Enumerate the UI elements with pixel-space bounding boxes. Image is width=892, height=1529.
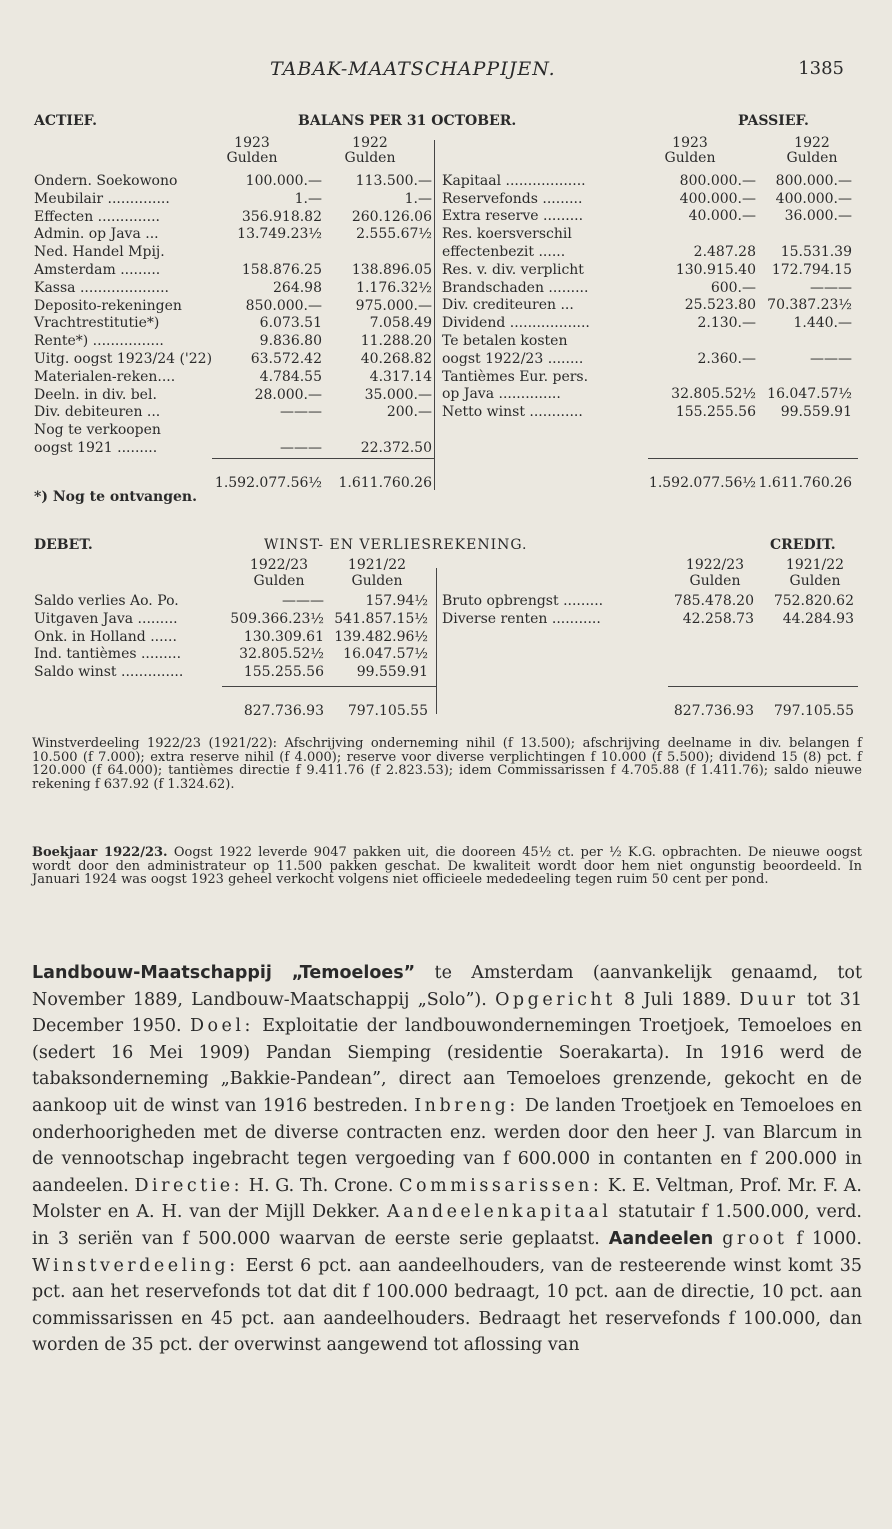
- page-number: 1385: [798, 58, 844, 79]
- liability-row-b: 36.000.—: [784, 208, 852, 225]
- balance-unit-b-left: Gulden: [344, 150, 396, 166]
- liability-row-a: 2.487.28: [693, 244, 756, 260]
- asset-row-a: 356.918.82: [241, 208, 322, 225]
- pl-unit-b-left: Gulden: [351, 573, 403, 589]
- pl-unit-b-right: Gulden: [789, 573, 841, 589]
- founded-label: Opgericht: [495, 989, 616, 1010]
- liability-row-label: oogst 1922/23 ........: [442, 350, 584, 367]
- inbreng-label: Inbreng:: [414, 1095, 519, 1116]
- balance-left-title: ACTIEF.: [34, 113, 98, 129]
- balance-sheet: [0, 110, 892, 505]
- asset-row-b: 975.000.—: [355, 297, 432, 314]
- balance-total-rule-left: [212, 458, 434, 459]
- duration-label: Duur: [739, 989, 799, 1010]
- asset-row-a: ———: [280, 440, 322, 456]
- pl-title: WINST- EN VERLIESREKENING.: [264, 537, 528, 553]
- asset-row-label: Ondern. Soekowono: [34, 173, 178, 189]
- commissarissen-value: K. E. Veltman, Prof. Mr. F. A. Molster en A. H. van der Mijll Dekker.: [32, 1175, 862, 1223]
- liability-row-a: 32.805.52½: [671, 386, 756, 403]
- asset-row-b: 11.288.20: [360, 333, 432, 350]
- asset-row-a: 28.000.—: [254, 386, 322, 403]
- balance-year-b-left: 1922: [352, 135, 388, 151]
- purpose-value: Exploitatie der landbouwondernemingen Troetjoek, Temoeloes en (sedert 16 Mei 1909) Pandan Siemping (residentie Soerakarta). In 1916 werd de tabaksonderneming „Bakkie-Pandean”, direct aan Temoeloes grenzende, gekocht en de aankoop uit de winst van 1916 bestreden.: [32, 1016, 863, 1116]
- balance-unit-a-right: Gulden: [664, 150, 716, 166]
- balance-unit-a-left: Gulden: [226, 150, 278, 166]
- pl-year-a-left: 1922/23: [249, 557, 309, 573]
- balance-title: BALANS PER 31 OCTOBER.: [298, 113, 517, 129]
- fiscal-text: Oogst 1922 leverde 9047 pakken uit, die dooreen 45½ ct. per ½ K.G. opbrachten. De nieuwe oogst wordt door den administrateur op 11.500 pakken geschat. De kwaliteit wordt door hem niet ongunstig beoordeeld. In Januari 1924 was oogst 1923 geheel verkocht volgens niet officieele mededeeling tegen ruim 50 cent per pond.: [32, 845, 862, 888]
- company-description: [32, 960, 862, 1359]
- groot-value: f 1000.: [787, 1228, 862, 1249]
- company-intro: te Amsterdam (aanvankelijk genaamd, tot November 1889, Landbouw-Maatschappij „Solo”).: [32, 963, 863, 1010]
- asset-row-a: 264.98: [273, 279, 322, 296]
- debit-row-b: 541.857.15½: [334, 610, 428, 627]
- liability-row-b: 16.047.57½: [767, 386, 852, 403]
- directie-value: H. G. Th. Crone.: [243, 1175, 400, 1196]
- liability-row-b: ———: [810, 350, 852, 367]
- liability-row-a: 600.—: [710, 279, 756, 296]
- asset-row-label: Meubilair ..............: [34, 190, 170, 207]
- liability-row-label: Tantièmes Eur. pers.: [442, 368, 589, 385]
- pl-year-b-left: 1921/22: [347, 557, 407, 573]
- liability-row-b: 800.000.—: [775, 172, 852, 189]
- balance-unit-b-right: Gulden: [786, 150, 838, 166]
- balance-total-b-right: 1.611.760.26: [758, 475, 852, 491]
- asset-row-a: 6.073.51: [259, 315, 322, 332]
- asset-row-b: 200.—: [386, 404, 432, 421]
- liability-row-label: Reservefonds .........: [442, 190, 583, 207]
- debit-row-a: 509.366.23½: [230, 610, 324, 627]
- liability-row-label: Dividend ..................: [442, 315, 590, 332]
- asset-row-label: Deposito-rekeningen: [34, 297, 182, 314]
- distribution-lead: Winstverdeeling 1922/23 (1921/22):: [32, 736, 278, 751]
- running-title: TABAK-MAATSCHAPPIJEN.: [270, 58, 556, 80]
- pl-total-a-right: 827.736.93: [673, 703, 754, 719]
- winstverdeeling-label: Winstverdeeling:: [32, 1255, 239, 1276]
- credit-row-a: 42.258.73: [682, 610, 754, 627]
- credit-row-a: 785.478.20: [673, 592, 754, 609]
- asset-row-label: Admin. op Java ...: [34, 226, 159, 243]
- pl-total-rule-right: [668, 686, 858, 687]
- founded-value: 8 Juli 1889.: [615, 989, 740, 1010]
- purpose-label: Doel:: [189, 1016, 254, 1037]
- inbreng-value: De landen Troetjoek en Temoeloes en onderhoorigheden met de diverse contracten enz. werden door den heer J. van Blarcum in de vennootschap ingebracht tegen vergoeding van f 600.000 in contanten en f 200.000 in aandeelen.: [32, 1095, 862, 1196]
- credit-row-b: 44.284.93: [782, 610, 854, 627]
- pl-total-b-right: 797.105.55: [773, 703, 854, 719]
- asset-row-a: 1.—: [294, 190, 322, 207]
- debit-row-label: Saldo winst ..............: [34, 664, 184, 681]
- liability-row-b: ———: [810, 279, 852, 296]
- winstverdeeling-value: Eerst 6 pct. aan aandeelhouders, van de resteerende winst komt 35 pct. aan het reservefonds tot dat dit f 100.000 bedraagt, 10 pct. aan de directie, 10 pct. aan commissarissen en 45 pct. aan aandeelhouders. Bedraagt het reservefonds f 100.000, dan worden de 35 pct. der overwinst aangewend tot aflossing van: [32, 1255, 862, 1356]
- liability-row-b: 70.387.23½: [767, 297, 852, 314]
- asset-row-a: 158.876.25: [241, 262, 322, 278]
- liability-row-label: effectenbezit ......: [442, 244, 566, 260]
- asset-row-label: Materialen-reken....: [34, 368, 176, 385]
- liability-row-b: 172.794.15: [771, 261, 852, 278]
- asset-row-b: 7.058.49: [369, 315, 432, 332]
- asset-row-label: Deeln. in div. bel.: [34, 386, 157, 403]
- asset-row-b: 138.896.05: [351, 262, 432, 278]
- debit-row-a: 155.255.56: [243, 664, 324, 681]
- pl-unit-a-right: Gulden: [689, 573, 741, 589]
- profit-loss-account: [0, 534, 892, 724]
- asset-row-label: Amsterdam .........: [34, 262, 161, 278]
- debit-row-a: 130.309.61: [243, 628, 324, 645]
- pl-unit-a-left: Gulden: [253, 573, 305, 589]
- asset-row-label: Nog te verkoopen: [34, 422, 161, 439]
- asset-row-label: Effecten ..............: [34, 208, 160, 225]
- debit-row-label: Saldo verlies Ao. Po.: [34, 593, 179, 609]
- profit-distribution: [32, 737, 862, 791]
- liability-row-label: Kapitaal ..................: [442, 172, 586, 189]
- credit-row-b: 752.820.62: [773, 592, 854, 609]
- balance-total-b-left: 1.611.760.26: [338, 475, 432, 491]
- balance-total-a-right: 1.592.077.56½: [648, 475, 756, 491]
- directie-label: Directie:: [134, 1175, 244, 1196]
- liability-row-a: 2.130.—: [697, 315, 756, 332]
- liability-row-b: 1.440.—: [793, 315, 852, 332]
- asset-row-label: Div. debiteuren ...: [34, 404, 161, 421]
- debit-row-label: Onk. in Holland ......: [34, 628, 177, 645]
- asset-row-label: Vrachtrestitutie*): [34, 315, 160, 332]
- asset-row-label: Uitg. oogst 1923/24 ('22): [34, 351, 213, 367]
- asset-row-label: Ned. Handel Mpij.: [34, 244, 165, 261]
- asset-row-b: 4.317.14: [369, 368, 432, 385]
- pl-year-b-right: 1921/22: [785, 557, 845, 573]
- page-header: [0, 58, 892, 82]
- liability-row-label: Res. koersverschil: [442, 226, 572, 243]
- aandeelen-label: Aandeelen: [608, 1228, 714, 1249]
- asset-row-a: 850.000.—: [245, 297, 322, 314]
- groot-label: groot: [722, 1228, 788, 1249]
- kapitaal-value: statutair f 1.500.000, verd. in 3 seriën van f 500.000 waarvan de eerste serie geplaatst.: [32, 1202, 862, 1249]
- fiscal-lead: Boekjaar 1922/23.: [32, 845, 168, 860]
- pl-left-title: DEBET.: [34, 537, 93, 553]
- pl-right-title: CREDIT.: [770, 537, 836, 553]
- liability-row-a: 155.255.56: [675, 404, 756, 421]
- credit-row-label: Diverse renten ...........: [442, 610, 601, 627]
- credit-row-label: Bruto opbrengst .........: [442, 592, 604, 609]
- liability-row-a: 40.000.—: [688, 208, 756, 225]
- asset-row-a: 63.572.42: [250, 351, 322, 367]
- kapitaal-label: Aandeelenkapitaal: [387, 1202, 612, 1223]
- asset-row-label: oogst 1921 .........: [34, 440, 158, 456]
- pl-total-rule-left: [222, 686, 436, 687]
- liability-row-a: 800.000.—: [679, 172, 756, 189]
- liability-row-label: Div. crediteuren ...: [442, 297, 574, 314]
- company-name: Landbouw-Maatschappij „Temoeloes”: [32, 963, 416, 983]
- debit-row-b: 157.94½: [365, 593, 428, 609]
- debit-row-b: 16.047.57½: [343, 646, 428, 663]
- pl-total-a-left: 827.736.93: [243, 703, 324, 719]
- duration-value: tot 31 December 1950.: [32, 989, 862, 1037]
- liability-row-b: 99.559.91: [780, 404, 852, 421]
- asset-row-b: 2.555.67½: [356, 226, 432, 243]
- asset-row-label: Rente*) ................: [34, 333, 164, 350]
- liability-row-b: 15.531.39: [780, 244, 852, 260]
- debit-row-a: 32.805.52½: [239, 646, 324, 663]
- liability-row-a: 400.000.—: [679, 190, 756, 207]
- pl-divider: [436, 568, 437, 714]
- asset-row-a: 9.836.80: [259, 333, 322, 350]
- liability-row-label: Brandschaden .........: [442, 279, 589, 296]
- liability-row-label: op Java ..............: [442, 386, 561, 403]
- asset-row-b: 35.000.—: [364, 386, 432, 403]
- balance-year-b-right: 1922: [794, 135, 830, 151]
- debit-row-b: 99.559.91: [356, 664, 428, 681]
- asset-row-a: 4.784.55: [259, 368, 322, 385]
- asset-row-a: ———: [280, 404, 322, 421]
- commissarissen-label: Commissarissen:: [399, 1175, 603, 1196]
- liability-row-label: Res. v. div. verplicht: [442, 261, 584, 278]
- liability-row-label: Extra reserve .........: [442, 208, 584, 225]
- asset-row-a: 100.000.—: [245, 173, 322, 189]
- balance-year-a-left: 1923: [234, 135, 270, 151]
- balance-total-a-left: 1.592.077.56½: [214, 475, 322, 491]
- liability-row-b: 400.000.—: [775, 190, 852, 207]
- liability-row-a: 130.915.40: [675, 261, 756, 278]
- liability-row-a: 25.523.80: [684, 297, 756, 314]
- asset-row-b: 22.372.50: [360, 440, 432, 456]
- balance-divider: [434, 140, 435, 490]
- asset-row-b: 260.126.06: [351, 208, 432, 225]
- balance-year-a-right: 1923: [672, 135, 708, 151]
- debit-row-a: ———: [282, 593, 324, 609]
- debit-row-b: 139.482.96½: [334, 628, 428, 645]
- liability-row-a: 2.360.—: [697, 350, 756, 367]
- pl-total-b-left: 797.105.55: [347, 703, 428, 719]
- debit-row-label: Uitgaven Java .........: [34, 610, 178, 627]
- asset-row-a: 13.749.23½: [237, 226, 322, 243]
- distribution-text: Afschrijving onderneming nihil (f 13.500); afschrijving deelname in div. belangen f 10.500 (f 7.000); extra reserve nihil (f 4.000); reserve voor diverse verplichtingen f 10.000 (f 5.500); dividend 15 (8) pct. f 120.000 (f 64.000); tantièmes directie f 9.411.76 (f 2.823.53); idem Commissarissen f 4.705.88 (f 1.411.76); saldo nieuwe rekening f 637.92 (f 1.324.62).: [32, 736, 862, 792]
- debit-row-label: Ind. tantièmes .........: [34, 646, 182, 663]
- asset-row-b: 40.268.82: [360, 351, 432, 367]
- liability-row-label: Te betalen kosten: [442, 333, 568, 349]
- pl-year-a-right: 1922/23: [685, 557, 745, 573]
- asset-row-b: 1.—: [404, 190, 432, 207]
- liability-row-label: Netto winst ............: [442, 404, 583, 421]
- balance-footnote: *) Nog te ontvangen.: [34, 489, 197, 505]
- asset-row-label: Kassa ....................: [34, 279, 169, 296]
- asset-row-b: 1.176.32½: [356, 279, 432, 296]
- balance-right-title: PASSIEF.: [738, 113, 809, 129]
- fiscal-year-note: [32, 846, 862, 887]
- asset-row-b: 113.500.—: [355, 173, 432, 189]
- balance-total-rule-right: [648, 458, 858, 459]
